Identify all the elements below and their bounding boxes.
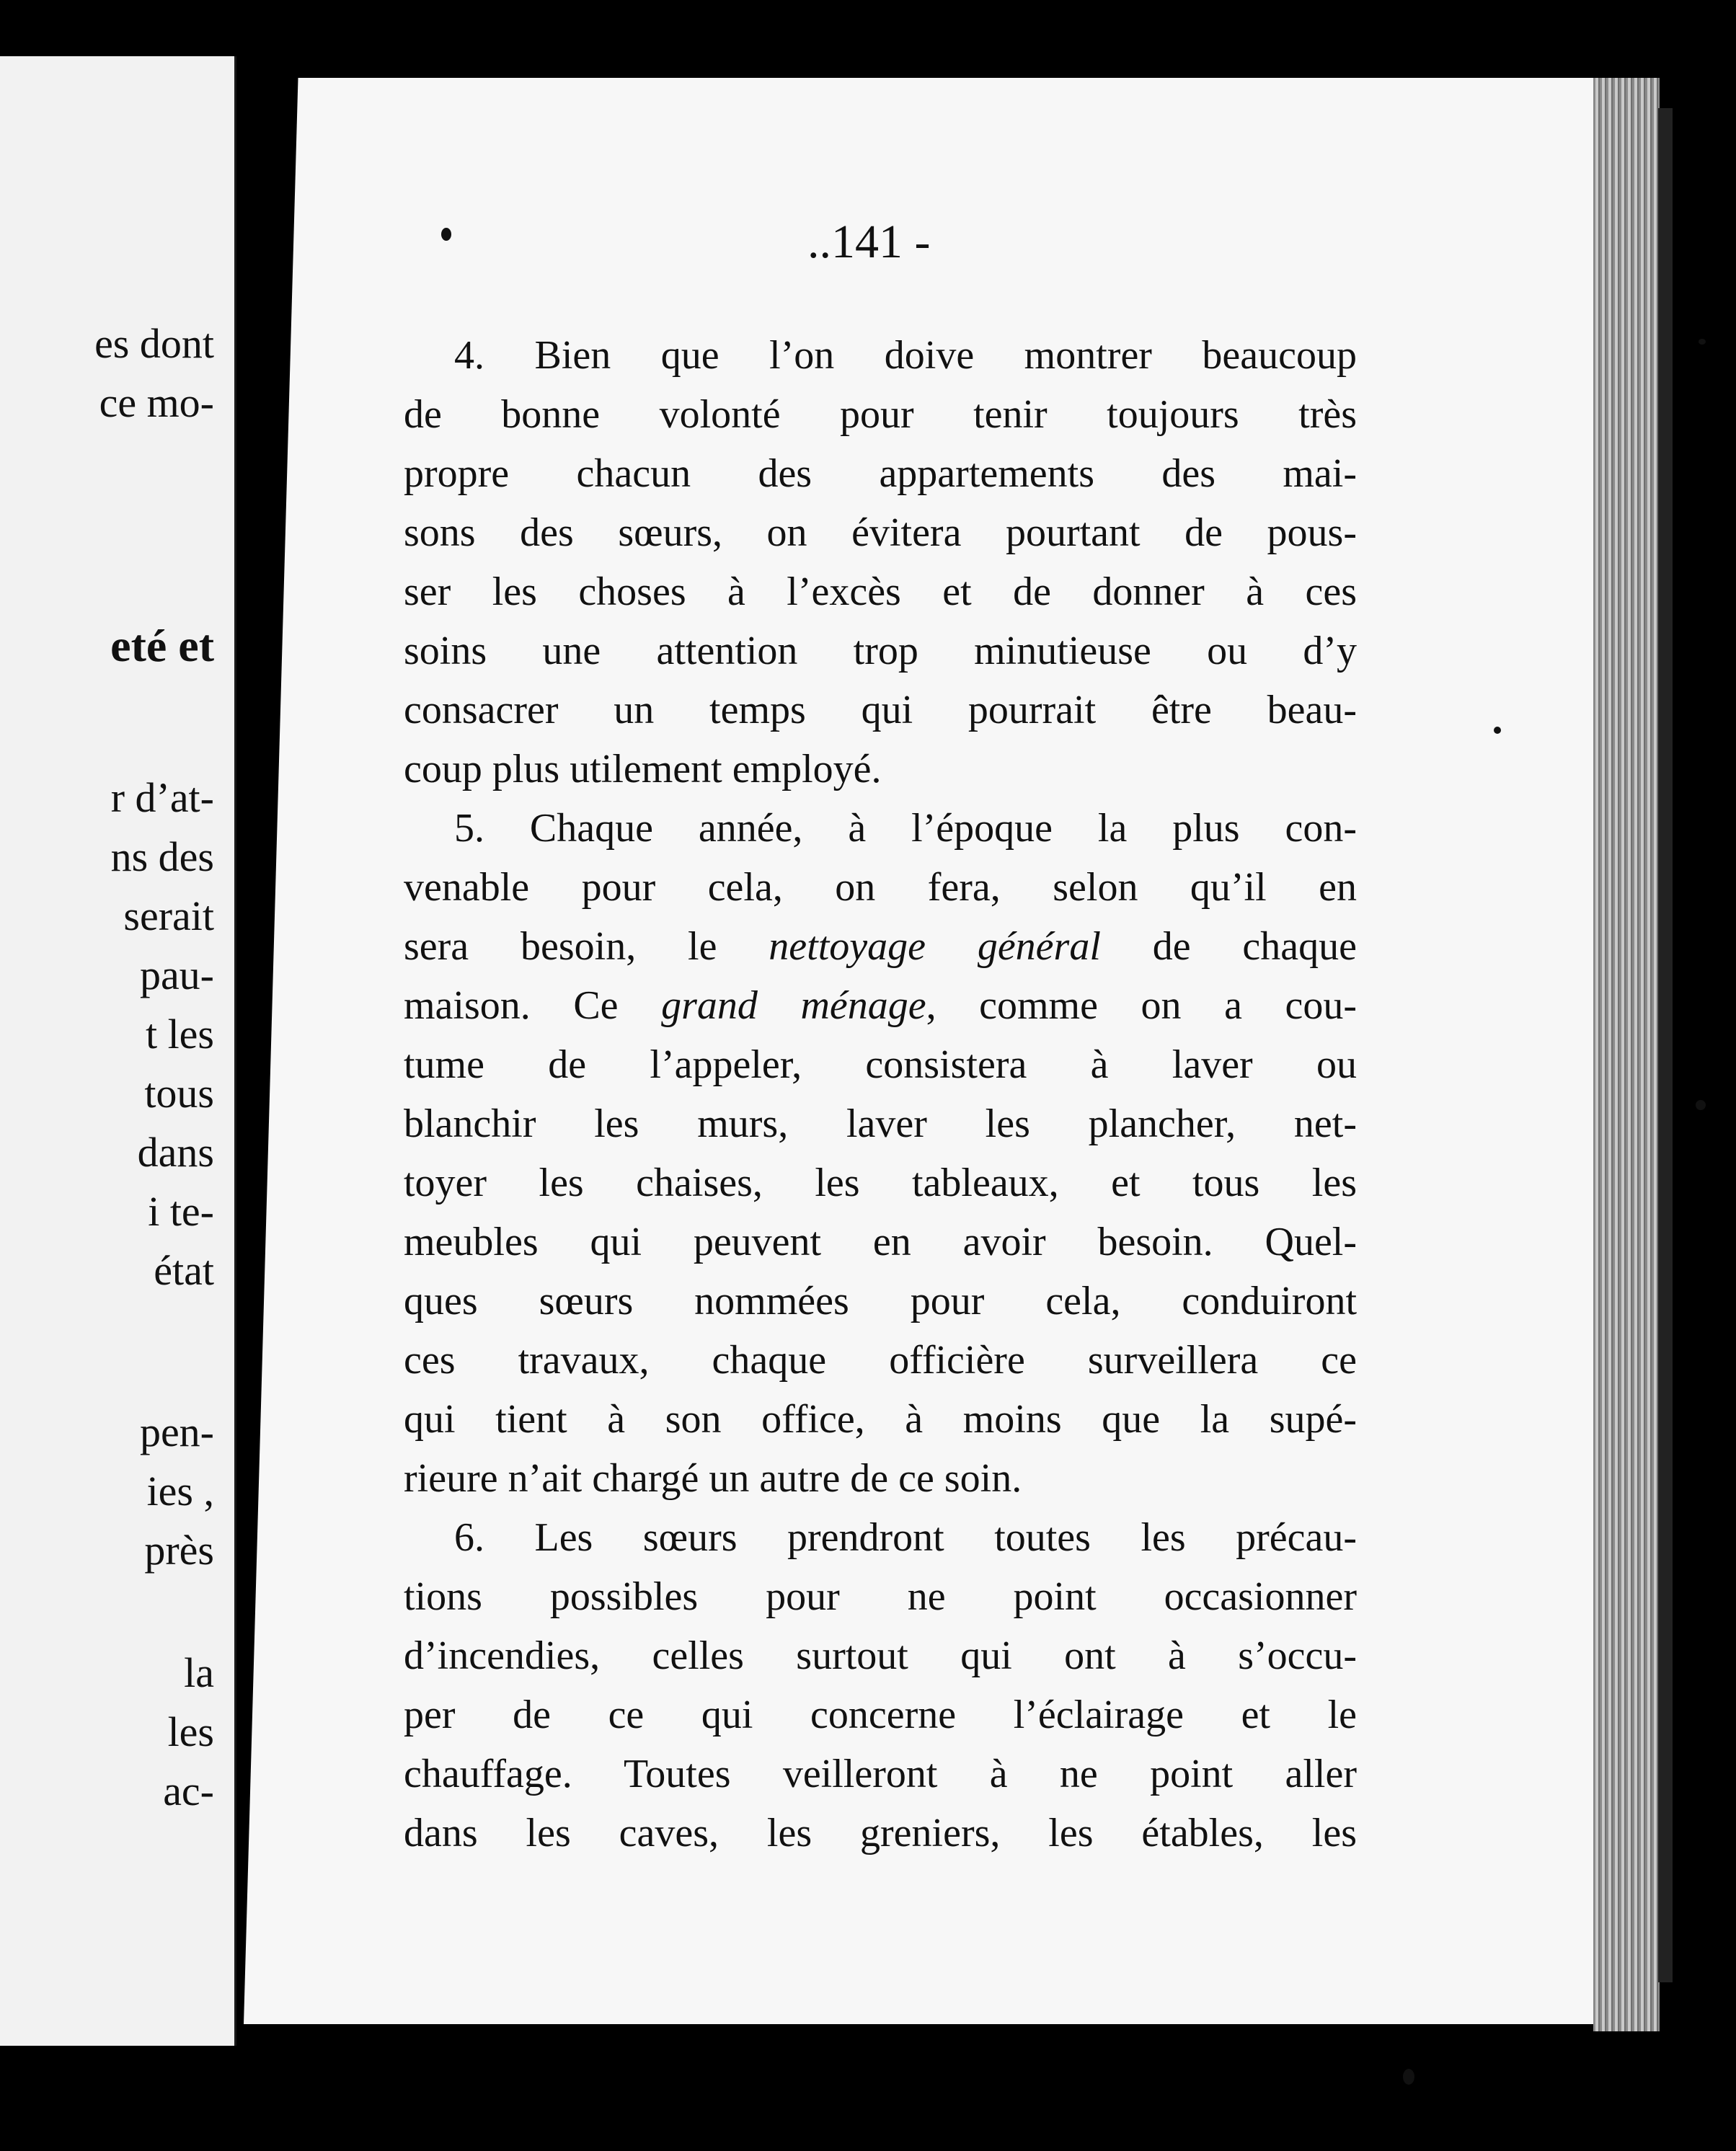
text-line: propre chacun des appartements des mai- xyxy=(404,451,1357,496)
left-page-line: la xyxy=(184,1649,214,1696)
text-line: d’incendies, celles surtout qui ont à s’occu- xyxy=(404,1633,1357,1678)
text-line xyxy=(404,917,1357,976)
scan-speck xyxy=(1494,727,1501,734)
page-edge-stack xyxy=(1593,78,1660,2031)
left-page-line: pen- xyxy=(139,1409,214,1455)
left-page-line: serait xyxy=(123,892,214,939)
left-page-line: es dont xyxy=(94,320,214,367)
left-page-line: tous xyxy=(144,1070,214,1117)
text-line xyxy=(404,976,1357,1035)
text-line: rieure n’ait chargé un autre de ce soin. xyxy=(404,1456,1022,1501)
page-edge-shadow xyxy=(1658,108,1673,1982)
left-page-line: i te- xyxy=(148,1188,214,1235)
text-line: 5. Chaque année, à l’époque la plus con- xyxy=(454,806,1357,851)
text-run: de chaque xyxy=(1100,924,1357,969)
italic-term: grand ménage xyxy=(661,983,926,1028)
text-line: qui tient à son office, à moins que la supé- xyxy=(404,1397,1357,1442)
text-line: 6. Les sœurs prendront toutes les précau- xyxy=(454,1515,1357,1560)
left-page-line: dans xyxy=(137,1129,214,1176)
text-line: blanchir les murs, laver les plancher, net- xyxy=(404,1101,1357,1146)
text-line: tume de l’appeler, consistera à laver ou xyxy=(404,1042,1357,1087)
text-line: consacrer un temps qui pourrait être beau- xyxy=(404,688,1357,732)
text-line: chauffage. Toutes veilleront à ne point aller xyxy=(404,1752,1357,1796)
left-page-line: ac- xyxy=(163,1768,214,1814)
text-line: ces travaux, chaque officière surveillera ce xyxy=(404,1338,1357,1383)
scan-speck xyxy=(1699,339,1706,345)
left-page-line: ies , xyxy=(146,1468,214,1514)
left-page-line: r d’at- xyxy=(110,774,214,821)
text-run: sera besoin, le xyxy=(404,924,769,969)
left-page-line: ce mo- xyxy=(99,379,214,426)
text-line: sons des sœurs, on évitera pourtant de pous- xyxy=(404,510,1357,555)
text-line: soins une attention trop minutieuse ou d’y xyxy=(404,629,1357,673)
left-page-heading-fragment: eté et xyxy=(110,620,214,671)
text-line: ser les choses à l’excès et de donner à ces xyxy=(404,569,1357,614)
italic-term: nettoyage général xyxy=(769,924,1101,969)
left-page-line: t les xyxy=(145,1011,214,1057)
text-line: de bonne volonté pour tenir toujours très xyxy=(404,392,1357,437)
text-line: ques sœurs nommées pour cela, conduiront xyxy=(404,1279,1357,1323)
text-line: meubles qui peuvent en avoir besoin. Quel- xyxy=(404,1220,1357,1264)
text-line: venable pour cela, on fera, selon qu’il en xyxy=(404,865,1357,910)
left-page-line: ns des xyxy=(110,833,214,880)
left-page-line: les xyxy=(167,1708,214,1755)
text-line: per de ce qui concerne l’éclairage et le xyxy=(404,1693,1357,1737)
text-line: coup plus utilement employé. xyxy=(404,747,882,791)
left-page-line: état xyxy=(154,1247,214,1294)
scan-speck xyxy=(1403,2069,1414,2085)
left-page-line: pau- xyxy=(139,952,214,998)
scan-speck xyxy=(1696,1100,1706,1110)
ink-dot xyxy=(441,228,451,241)
text-line: 4. Bien que l’on doive montrer beaucoup xyxy=(454,333,1357,378)
text-run: maison. Ce xyxy=(404,983,662,1028)
left-facing-page xyxy=(0,56,239,2046)
text-line: toyer les chaises, les tableaux, et tous les xyxy=(404,1161,1357,1205)
text-line: dans les caves, les greniers, les étables, les xyxy=(404,1811,1357,1855)
page-number: ..141 - xyxy=(807,216,931,268)
text-run: , comme on a cou- xyxy=(926,983,1357,1028)
text-line: tions possibles pour ne point occasionner xyxy=(404,1574,1357,1619)
left-page-line: près xyxy=(144,1527,214,1574)
page-body-text xyxy=(404,326,1357,1863)
